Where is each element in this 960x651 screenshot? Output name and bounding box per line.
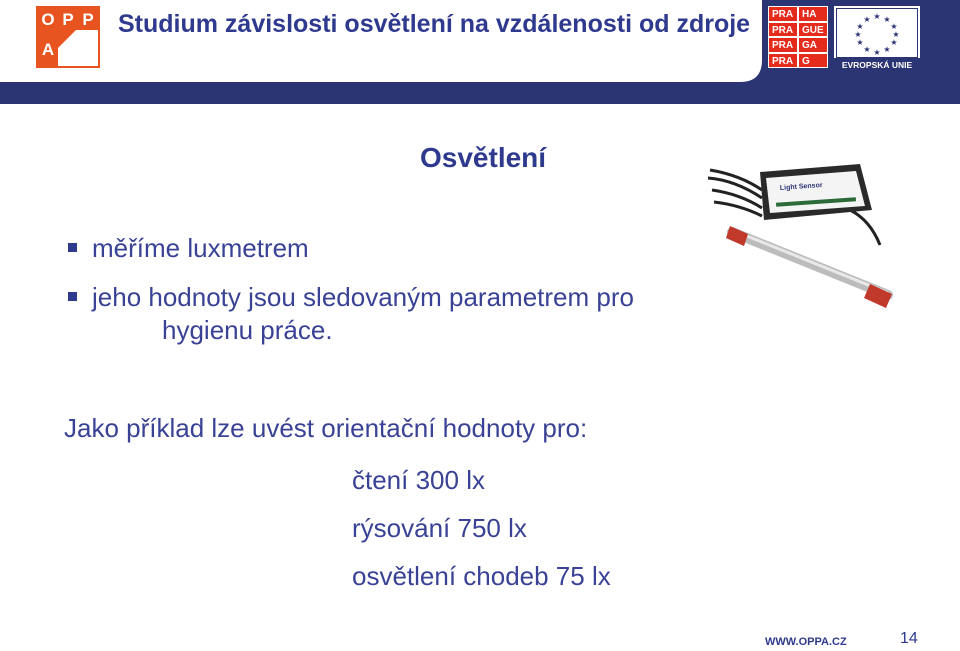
bullet-square-icon — [68, 243, 77, 252]
svg-text:★: ★ — [883, 45, 891, 54]
oppa-letter: A — [41, 40, 55, 59]
svg-text:★: ★ — [856, 38, 864, 47]
praha-cell: PRA — [768, 37, 798, 53]
bullet-list — [60, 232, 780, 363]
section-heading: Osvětlení — [420, 142, 547, 173]
eu-logo — [834, 6, 920, 72]
bullet-item — [60, 281, 780, 347]
page-number: 14 — [900, 630, 918, 647]
eu-stars-icon — [837, 9, 917, 57]
svg-text:★: ★ — [890, 38, 898, 47]
praha-cell: PRA — [768, 53, 798, 69]
bullet-text: jeho hodnoty jsou sledovaným parametrem pro — [92, 282, 634, 312]
sensor-label: Light Sensor — [779, 182, 823, 192]
bullet-item — [60, 232, 780, 265]
praha-cell: GUE — [798, 22, 828, 38]
bullet-square-icon — [68, 292, 77, 301]
eu-label: EVROPSKÁ UNIE — [834, 58, 920, 72]
example-line: čtení 300 lx — [352, 465, 485, 495]
example-line: rýsování 750 lx — [352, 513, 527, 543]
svg-text:★: ★ — [863, 45, 871, 54]
oppa-logo — [36, 6, 100, 68]
svg-text:★: ★ — [892, 30, 900, 39]
praha-cell: PRA — [768, 6, 798, 22]
praha-logo — [768, 6, 828, 68]
footer-url: WWW.OPPA.CZ — [765, 636, 847, 648]
svg-text:★: ★ — [883, 15, 891, 24]
oppa-letter: P — [82, 10, 94, 29]
praha-cell: GA — [798, 37, 828, 53]
eu-flag-icon — [836, 8, 918, 58]
praha-cell: HA — [798, 6, 828, 22]
svg-text:★: ★ — [873, 12, 881, 21]
oppa-letter: O — [41, 10, 55, 29]
example-line: osvětlení chodeb 75 lx — [352, 561, 611, 591]
praha-cell: PRA — [768, 22, 798, 38]
svg-text:★: ★ — [863, 15, 871, 24]
bullet-text: měříme luxmetrem — [92, 233, 309, 263]
svg-text:★: ★ — [890, 22, 898, 31]
oppa-letter: P — [62, 10, 74, 29]
light-sensor-image — [700, 150, 910, 325]
bullet-text-continuation: hygienu práce. — [162, 315, 333, 345]
oppa-corner-mark — [58, 30, 98, 66]
svg-text:★: ★ — [854, 30, 862, 39]
svg-text:★: ★ — [856, 22, 864, 31]
example-intro: Jako příklad lze uvést orientační hodnoty pro: — [64, 413, 588, 443]
example-values — [352, 456, 611, 600]
svg-text:★: ★ — [873, 48, 881, 57]
praha-cell: G — [798, 53, 828, 69]
slide-title: Studium závislosti osvětlení na vzdálenosti od zdroje — [118, 10, 751, 38]
header-band — [0, 0, 960, 104]
